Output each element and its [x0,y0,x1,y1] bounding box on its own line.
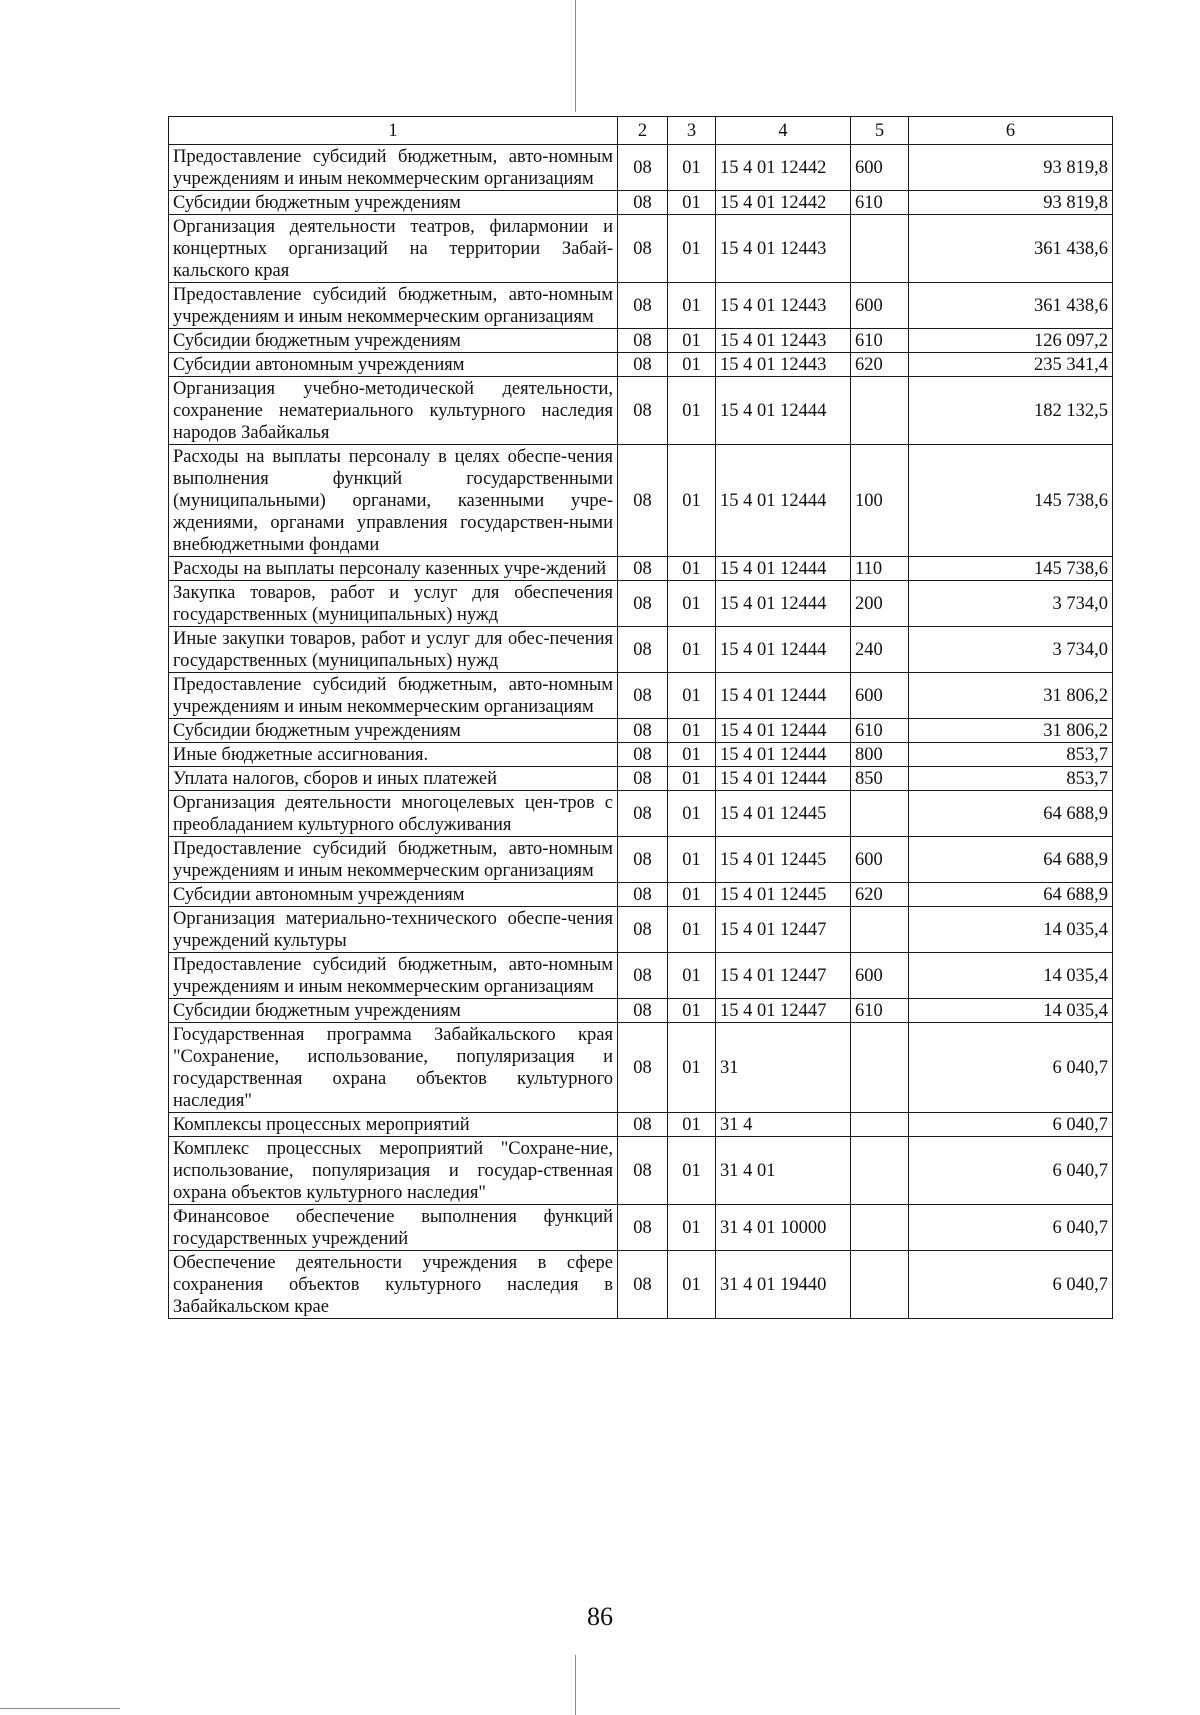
cell-amount: 853,7 [909,743,1113,767]
cell-expense-type: 800 [851,743,909,767]
table-row [169,627,1113,673]
cell-amount: 31 806,2 [909,673,1113,719]
cell-target-code: 15 4 01 12444 [716,673,851,719]
cell-name: Предоставление субсидий бюджетным, авто-номным учреждениям и иным некоммерческим организациям [169,145,618,191]
cell-name: Обеспечение деятельности учреждения в сфере сохранения объектов культурного наследия в Забайкальском крае [169,1251,618,1319]
cell-section: 08 [618,837,668,883]
table-row [169,1113,1113,1137]
cell-section: 08 [618,377,668,445]
cell-target-code: 15 4 01 12444 [716,627,851,673]
cell-amount: 93 819,8 [909,145,1113,191]
cell-expense-type [851,1137,909,1205]
table-row [169,719,1113,743]
cell-amount: 31 806,2 [909,719,1113,743]
header-col-2: 2 [618,117,668,145]
cell-amount: 235 341,4 [909,353,1113,377]
page-number: 86 [587,1602,613,1631]
cell-amount: 64 688,9 [909,791,1113,837]
cell-name: Предоставление субсидий бюджетным, авто-номным учреждениям и иным некоммерческим организациям [169,673,618,719]
cell-section: 08 [618,1113,668,1137]
cell-amount: 93 819,8 [909,191,1113,215]
cell-amount: 6 040,7 [909,1023,1113,1113]
cell-section: 08 [618,1205,668,1251]
header-col-5: 5 [851,117,909,145]
cell-target-code: 15 4 01 12447 [716,999,851,1023]
cell-expense-type: 600 [851,953,909,999]
cell-subsection: 01 [668,283,716,329]
cell-section: 08 [618,1137,668,1205]
cell-subsection: 01 [668,329,716,353]
cell-target-code: 15 4 01 12447 [716,953,851,999]
table-row [169,883,1113,907]
cell-name: Иные бюджетные ассигнования. [169,743,618,767]
cell-section: 08 [618,999,668,1023]
cell-target-code: 31 4 01 [716,1137,851,1205]
cell-expense-type: 610 [851,999,909,1023]
table-row [169,557,1113,581]
cell-target-code: 15 4 01 12444 [716,581,851,627]
table-row [169,1023,1113,1113]
cell-target-code: 15 4 01 12442 [716,145,851,191]
cell-section: 08 [618,883,668,907]
cell-subsection: 01 [668,627,716,673]
cell-amount: 64 688,9 [909,883,1113,907]
cell-amount: 64 688,9 [909,837,1113,883]
cell-section: 08 [618,1023,668,1113]
table-row [169,953,1113,999]
cell-section: 08 [618,627,668,673]
cell-subsection: 01 [668,145,716,191]
cell-subsection: 01 [668,191,716,215]
cell-expense-type: 620 [851,353,909,377]
cell-section: 08 [618,743,668,767]
cell-name: Предоставление субсидий бюджетным, авто-номным учреждениям и иным некоммерческим организациям [169,283,618,329]
cell-target-code: 15 4 01 12445 [716,837,851,883]
cell-expense-type [851,1023,909,1113]
cell-expense-type: 600 [851,283,909,329]
header-col-6: 6 [909,117,1113,145]
cell-expense-type [851,1205,909,1251]
cell-subsection: 01 [668,445,716,557]
table-row [169,999,1113,1023]
cell-section: 08 [618,719,668,743]
cell-section: 08 [618,907,668,953]
cell-target-code: 15 4 01 12444 [716,557,851,581]
cell-name: Организация учебно-методической деятельности, сохранение нематериального культурного наследия народов Забайкалья [169,377,618,445]
cell-name: Субсидии автономным учреждениям [169,883,618,907]
table-row [169,907,1113,953]
table-row [169,1137,1113,1205]
cell-amount: 126 097,2 [909,329,1113,353]
cell-target-code: 15 4 01 12444 [716,445,851,557]
cell-name: Субсидии бюджетным учреждениям [169,329,618,353]
table-row [169,743,1113,767]
cell-expense-type [851,215,909,283]
cell-name: Расходы на выплаты персоналу в целях обеспе-чения выполнения функций государственными (муниципальными) органами, казенными учре-ждениями, органами управления государствен-ными внебюджетными фондами [169,445,618,557]
cell-amount: 3 734,0 [909,627,1113,673]
cell-target-code: 15 4 01 12443 [716,353,851,377]
cell-section: 08 [618,1251,668,1319]
cell-name: Предоставление субсидий бюджетным, авто-номным учреждениям и иным некоммерческим организациям [169,953,618,999]
cell-name: Закупка товаров, работ и услуг для обеспечения государственных (муниципальных) нужд [169,581,618,627]
cell-section: 08 [618,145,668,191]
cell-section: 08 [618,329,668,353]
cell-target-code: 15 4 01 12443 [716,283,851,329]
cell-expense-type: 100 [851,445,909,557]
cell-expense-type: 610 [851,329,909,353]
cell-name: Субсидии бюджетным учреждениям [169,999,618,1023]
cell-expense-type: 200 [851,581,909,627]
cell-name: Предоставление субсидий бюджетным, авто-номным учреждениям и иным некоммерческим организациям [169,837,618,883]
cell-target-code: 15 4 01 12444 [716,743,851,767]
cell-amount: 6 040,7 [909,1251,1113,1319]
cell-expense-type: 610 [851,191,909,215]
cell-target-code: 15 4 01 12445 [716,791,851,837]
cell-target-code: 15 4 01 12445 [716,883,851,907]
cell-name: Субсидии бюджетным учреждениям [169,191,618,215]
cell-amount: 3 734,0 [909,581,1113,627]
cell-subsection: 01 [668,1205,716,1251]
cell-subsection: 01 [668,353,716,377]
cell-amount: 182 132,5 [909,377,1113,445]
cell-subsection: 01 [668,673,716,719]
scan-fold-line-top [575,0,576,112]
cell-name: Организация деятельности многоцелевых цен-тров с преобладанием культурного обслуживания [169,791,618,837]
cell-subsection: 01 [668,907,716,953]
header-row [169,117,1113,145]
cell-expense-type: 110 [851,557,909,581]
table-row [169,673,1113,719]
table-row [169,1251,1113,1319]
cell-subsection: 01 [668,1251,716,1319]
cell-expense-type [851,1113,909,1137]
header-col-4: 4 [716,117,851,145]
table-body [169,145,1113,1319]
table-row [169,1205,1113,1251]
table-row [169,215,1113,283]
cell-subsection: 01 [668,953,716,999]
cell-name: Государственная программа Забайкальского края "Сохранение, использование, популяризация и государственная охрана объектов культурного наследия" [169,1023,618,1113]
cell-section: 08 [618,215,668,283]
cell-expense-type [851,1251,909,1319]
cell-target-code: 15 4 01 12442 [716,191,851,215]
table-row [169,145,1113,191]
table-row [169,353,1113,377]
cell-section: 08 [618,283,668,329]
table-row [169,445,1113,557]
cell-amount: 145 738,6 [909,557,1113,581]
cell-expense-type: 610 [851,719,909,743]
cell-subsection: 01 [668,719,716,743]
cell-name: Расходы на выплаты персоналу казенных учре-ждений [169,557,618,581]
cell-section: 08 [618,353,668,377]
cell-subsection: 01 [668,767,716,791]
cell-amount: 853,7 [909,767,1113,791]
table-row [169,191,1113,215]
cell-name: Комплексы процессных мероприятий [169,1113,618,1137]
cell-amount: 145 738,6 [909,445,1113,557]
cell-expense-type: 600 [851,837,909,883]
cell-target-code: 15 4 01 12447 [716,907,851,953]
cell-section: 08 [618,953,668,999]
cell-target-code: 15 4 01 12444 [716,767,851,791]
scan-fold-line-bottom [575,1655,576,1715]
cell-target-code: 15 4 01 12444 [716,719,851,743]
table-header [169,117,1113,145]
cell-section: 08 [618,673,668,719]
cell-name: Финансовое обеспечение выполнения функций государственных учреждений [169,1205,618,1251]
header-col-3: 3 [668,117,716,145]
cell-name: Субсидии автономным учреждениям [169,353,618,377]
cell-name: Организация деятельности театров, филармонии и концертных организаций на территории Забай-кальского края [169,215,618,283]
cell-amount: 14 035,4 [909,953,1113,999]
cell-section: 08 [618,767,668,791]
cell-amount: 361 438,6 [909,283,1113,329]
cell-expense-type: 600 [851,673,909,719]
cell-amount: 361 438,6 [909,215,1113,283]
cell-target-code: 15 4 01 12444 [716,377,851,445]
cell-subsection: 01 [668,377,716,445]
budget-table [168,116,1113,1319]
cell-subsection: 01 [668,791,716,837]
cell-section: 08 [618,791,668,837]
cell-subsection: 01 [668,581,716,627]
scan-edge-line [0,1708,120,1709]
table-row [169,791,1113,837]
cell-section: 08 [618,581,668,627]
cell-target-code: 15 4 01 12443 [716,215,851,283]
cell-amount: 6 040,7 [909,1113,1113,1137]
cell-section: 08 [618,445,668,557]
cell-subsection: 01 [668,1137,716,1205]
cell-name: Иные закупки товаров, работ и услуг для обес-печения государственных (муниципальных) нужд [169,627,618,673]
table-row [169,377,1113,445]
cell-expense-type: 240 [851,627,909,673]
cell-target-code: 31 4 [716,1113,851,1137]
table-row [169,329,1113,353]
cell-subsection: 01 [668,837,716,883]
cell-amount: 14 035,4 [909,907,1113,953]
cell-name: Организация материально-технического обеспе-чения учреждений культуры [169,907,618,953]
cell-expense-type: 620 [851,883,909,907]
cell-expense-type [851,791,909,837]
cell-target-code: 31 4 01 19440 [716,1251,851,1319]
cell-subsection: 01 [668,743,716,767]
cell-name: Субсидии бюджетным учреждениям [169,719,618,743]
table-row [169,581,1113,627]
cell-subsection: 01 [668,883,716,907]
cell-subsection: 01 [668,999,716,1023]
table-row [169,767,1113,791]
cell-amount: 14 035,4 [909,999,1113,1023]
cell-name: Уплата налогов, сборов и иных платежей [169,767,618,791]
cell-section: 08 [618,557,668,581]
table-row [169,283,1113,329]
cell-subsection: 01 [668,215,716,283]
cell-target-code: 15 4 01 12443 [716,329,851,353]
cell-expense-type: 850 [851,767,909,791]
cell-name: Комплекс процессных мероприятий "Сохране-ние, использование, популяризация и государ-ственная охрана объектов культурного наследия" [169,1137,618,1205]
cell-subsection: 01 [668,557,716,581]
cell-amount: 6 040,7 [909,1205,1113,1251]
cell-amount: 6 040,7 [909,1137,1113,1205]
cell-expense-type: 600 [851,145,909,191]
cell-subsection: 01 [668,1023,716,1113]
cell-subsection: 01 [668,1113,716,1137]
cell-target-code: 31 [716,1023,851,1113]
table-row [169,837,1113,883]
cell-section: 08 [618,191,668,215]
header-col-1: 1 [169,117,618,145]
cell-expense-type [851,907,909,953]
cell-expense-type [851,377,909,445]
cell-target-code: 31 4 01 10000 [716,1205,851,1251]
